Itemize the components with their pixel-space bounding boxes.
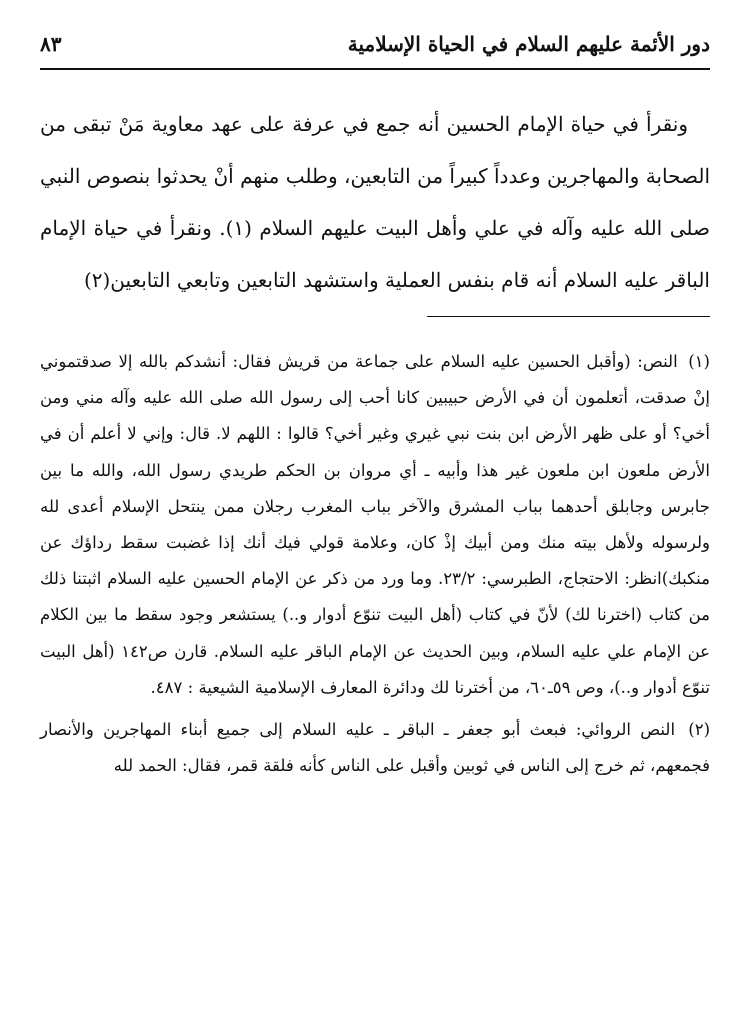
footnote-2: [40, 712, 710, 784]
footnote-separator: [427, 316, 710, 317]
page-header: [40, 28, 710, 70]
main-text: [40, 98, 710, 306]
footnote-1: [40, 344, 710, 706]
footnote-text: النص: (وأقبل الحسين عليه السلام على جماعة من قريش فقال: أنشدكم بالله إلا صدقتموني إنْ صدقت، أتعلمون أن في الأرض حبيبين كانا أحب إلى رسول الله صلى الله عليه وآله مني ومن أخي؟ أو على ظهر الأرض ابن بنت نبي غيري وغير أخي؟ قالوا : اللهم لا. قال: وإني لا أعلم أن في الأرض ملعون ابن ملعون غير هذا وأبيه ـ أي مروان بن الحكم طريدي رسول الله، والله ما بين جابرس وجابلق أحدهما بباب المشرق والآخر بباب المغرب رجلان ممن ينتحل الإسلام أعدى لله ولرسوله ولأهل بيته منك ومن أبيك إذْ كان، وعلامة قولي فيك أنك إذا غضبت سقط رداؤك عن منكبك)انظر: الاحتجاج، الطبرسي: ٢٣/٢. وما ورد من ذكر عن الإمام الحسين عليه السلام اثبتنا ذلك من كتاب (اخترنا لك) لأنّ في كتاب (أهل البيت تنوّع أدوار و..) يستشعر وجود سقط ما بين الكلام عن الإمام علي عليه السلام، وبين الحديث عن الإمام الباقر عليه السلام. قارن ص١٤٢ (أهل البيت تنوّع أدوار و..)، وص ٥٩ـ٦٠، من أخترنا لك ودائرة المعارف الإسلامية الشيعية : ٤٨٧.: [40, 352, 710, 697]
running-title: دور الأئمة عليهم السلام في الحياة الإسلامية: [347, 32, 710, 56]
footnote-text: النص الروائي: فبعث أبو جعفر ـ الباقر ـ عليه السلام إلى جميع أبناء المهاجرين والأنصار فجمعهم، ثم خرج إلى الناس في ثوبين وأقبل على الناس كأنه فلقة قمر، فقال: الحمد لله: [40, 720, 710, 776]
footnote-marker: (١): [688, 352, 710, 371]
main-paragraph: ونقرأ في حياة الإمام الحسين أنه جمع في عرفة على عهد معاوية مَنْ تبقى من الصحابة والمهاجرين وعدداً كبيراً من التابعين، وطلب منهم أنْ يحدثوا بنصوص النبي صلى الله عليه وآله في علي وأهل البيت عليهم السلام (١). ونقرأ في حياة الإمام الباقر عليه السلام أنه قام بنفس العملية واستشهد التابعين وتابعي التابعين(٢): [40, 112, 711, 292]
footnotes: [40, 344, 710, 790]
page-number: ٨٣: [40, 32, 62, 56]
footnote-marker: (٢): [688, 720, 710, 740]
